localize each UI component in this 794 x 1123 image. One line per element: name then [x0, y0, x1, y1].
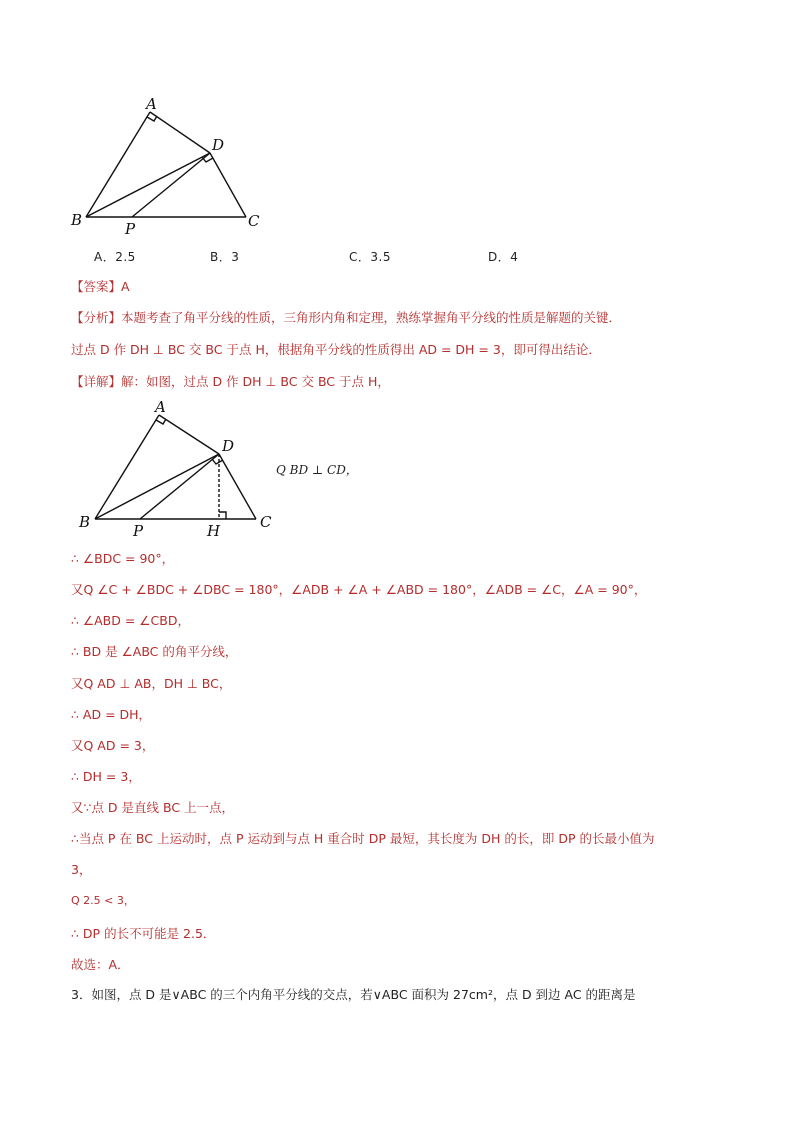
step-11: 3， [71, 862, 92, 877]
figure2-label-h: H [207, 522, 221, 540]
option-d[interactable]: D．4 [488, 250, 519, 264]
figure2-label-d: D [222, 437, 235, 455]
option-a[interactable]: A．2.5 [94, 250, 136, 264]
fig2-side-dc [219, 454, 256, 519]
answer-value: A [121, 279, 130, 294]
step-14: 故选：A． [71, 957, 130, 972]
option-b[interactable]: B．3 [210, 250, 240, 264]
step-13: ∴ DP 的长不可能是 2.5． [71, 926, 216, 941]
fig2-right-angle-d [212, 459, 223, 464]
step-1: ∴ ∠BDC = 90°， [71, 551, 175, 566]
figure2-label-c: C [260, 513, 272, 531]
fig2-segment-bd [95, 454, 219, 519]
step-2: 又Q ∠C + ∠BDC + ∠DBC = 180°，∠ADB + ∠A + ∠ABD = 180°，∠ADB = ∠C，∠A = 90°， [71, 582, 647, 597]
step-5: 又Q AD ⊥ AB，DH ⊥ BC， [71, 676, 232, 691]
fig2-right-angle-a [156, 419, 166, 424]
fig2-segment-pd [140, 454, 219, 519]
answer-tag: 【答案】 [71, 279, 122, 294]
fig2-side-ad [159, 415, 219, 454]
step-4: ∴ BD 是 ∠ABC 的角平分线， [71, 644, 238, 659]
detail-text: 解：如图，过点 D 作 DH ⊥ BC 交 BC 于点 H， [121, 374, 390, 389]
figure1-label-b: B [71, 211, 83, 229]
figure2-label-a: A [155, 398, 166, 416]
detail-tag: 【详解】 [71, 374, 122, 389]
step-7: 又Q AD = 3， [71, 738, 155, 753]
figure1-label-d: D [212, 136, 225, 154]
analysis-tag: 【分析】 [71, 310, 122, 325]
fig2-side-ab [95, 415, 159, 519]
step-9: 又∵点 D 是直线 BC 上一点， [71, 800, 235, 815]
analysis-text: 本题考查了角平分线的性质，三角形内角和定理，熟练掌握角平分线的性质是解题的关键． [121, 310, 622, 325]
figure1-label-p: P [125, 220, 136, 238]
step-8: ∴ DH = 3， [71, 769, 141, 784]
figure2-label-p: P [133, 522, 144, 540]
step-3: ∴ ∠ABD = ∠CBD， [71, 613, 190, 628]
figure1-label-c: C [248, 212, 260, 230]
figure2-side-note: Q BD ⊥ CD， [276, 463, 358, 477]
figure1-label-a: A [146, 95, 157, 113]
step-10: ∴当点 P 在 BC 上运动时，点 P 运动到与点 H 重合时 DP 最短，其长度为 DH 的长，即 DP 的长最小值为 [71, 831, 655, 846]
analysis-line-2: 过点 D 作 DH ⊥ BC 交 BC 于点 H，根据角平分线的性质得出 AD = DH = 3，即可得出结论． [71, 342, 601, 357]
next-question: 3．如图，点 D 是∨ABC 的三个内角平分线的交点，若∨ABC 面积为 27cm²，点 D 到边 AC 的距离是 [71, 987, 636, 1002]
step-6: ∴ AD = DH， [71, 707, 152, 722]
fig2-right-angle-h [219, 512, 226, 519]
option-c[interactable]: C．3.5 [349, 250, 391, 264]
figure2-label-b: B [79, 513, 91, 531]
step-12: Q 2.5 < 3， [71, 894, 135, 907]
